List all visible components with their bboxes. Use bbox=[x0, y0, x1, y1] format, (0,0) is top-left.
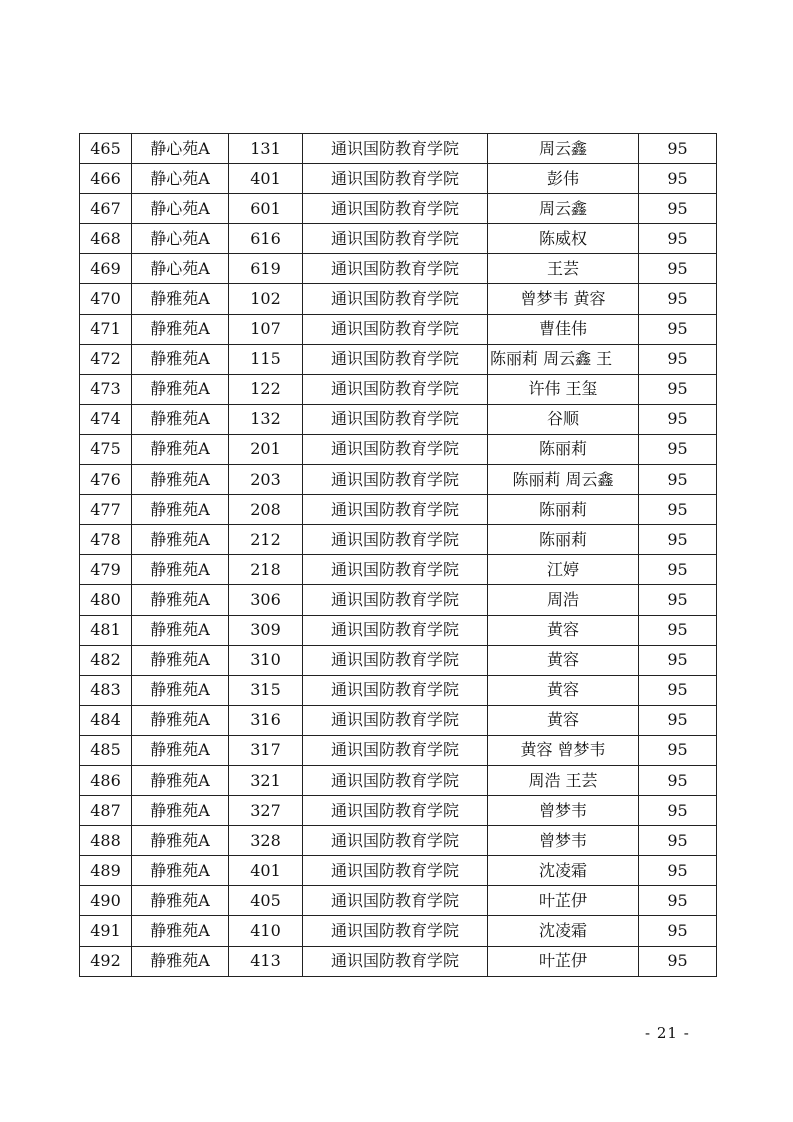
table-row bbox=[80, 434, 717, 464]
cell-building: 静雅苑A bbox=[132, 434, 229, 464]
cell-inspector: 周浩 王芸 bbox=[488, 765, 639, 795]
cell-building: 静雅苑A bbox=[132, 284, 229, 314]
cell-room: 115 bbox=[229, 344, 303, 374]
cell-row-number: 483 bbox=[80, 675, 132, 705]
cell-inspector: 黄容 曾梦韦 bbox=[488, 735, 639, 765]
cell-inspector: 黄容 bbox=[488, 645, 639, 675]
table-row bbox=[80, 314, 717, 344]
cell-room: 208 bbox=[229, 495, 303, 525]
cell-college: 通识国防教育学院 bbox=[303, 194, 488, 224]
cell-row-number: 491 bbox=[80, 916, 132, 946]
cell-score: 95 bbox=[639, 495, 717, 525]
cell-college: 通识国防教育学院 bbox=[303, 224, 488, 254]
cell-room: 413 bbox=[229, 946, 303, 976]
cell-building: 静雅苑A bbox=[132, 344, 229, 374]
cell-row-number: 476 bbox=[80, 465, 132, 495]
cell-row-number: 478 bbox=[80, 525, 132, 555]
table-row bbox=[80, 404, 717, 434]
cell-building: 静雅苑A bbox=[132, 314, 229, 344]
cell-building: 静雅苑A bbox=[132, 946, 229, 976]
cell-college: 通识国防教育学院 bbox=[303, 254, 488, 284]
cell-score: 95 bbox=[639, 344, 717, 374]
cell-score: 95 bbox=[639, 314, 717, 344]
table-row bbox=[80, 525, 717, 555]
cell-score: 95 bbox=[639, 434, 717, 464]
cell-row-number: 472 bbox=[80, 344, 132, 374]
cell-score: 95 bbox=[639, 164, 717, 194]
cell-row-number: 467 bbox=[80, 194, 132, 224]
cell-inspector: 谷顺 bbox=[488, 404, 639, 434]
cell-room: 315 bbox=[229, 675, 303, 705]
cell-room: 405 bbox=[229, 886, 303, 916]
cell-row-number: 489 bbox=[80, 856, 132, 886]
cell-college: 通识国防教育学院 bbox=[303, 284, 488, 314]
cell-room: 321 bbox=[229, 765, 303, 795]
table-row bbox=[80, 374, 717, 404]
cell-row-number: 465 bbox=[80, 134, 132, 164]
cell-row-number: 468 bbox=[80, 224, 132, 254]
table-row bbox=[80, 284, 717, 314]
cell-row-number: 488 bbox=[80, 826, 132, 856]
table-row bbox=[80, 645, 717, 675]
cell-room: 401 bbox=[229, 164, 303, 194]
cell-inspector: 沈凌霜 bbox=[488, 916, 639, 946]
cell-room: 316 bbox=[229, 705, 303, 735]
table-row bbox=[80, 344, 717, 374]
table-row bbox=[80, 856, 717, 886]
table-row bbox=[80, 796, 717, 826]
cell-room: 601 bbox=[229, 194, 303, 224]
cell-building: 静雅苑A bbox=[132, 525, 229, 555]
cell-inspector: 沈凌霜 bbox=[488, 856, 639, 886]
cell-inspector: 许伟 王玺 bbox=[488, 374, 639, 404]
cell-inspector: 叶芷伊 bbox=[488, 946, 639, 976]
table-row bbox=[80, 946, 717, 976]
cell-building: 静雅苑A bbox=[132, 796, 229, 826]
cell-room: 309 bbox=[229, 615, 303, 645]
cell-room: 201 bbox=[229, 434, 303, 464]
table-body bbox=[80, 134, 717, 977]
cell-row-number: 469 bbox=[80, 254, 132, 284]
cell-score: 95 bbox=[639, 224, 717, 254]
cell-college: 通识国防教育学院 bbox=[303, 916, 488, 946]
cell-inspector: 曾梦韦 bbox=[488, 796, 639, 826]
cell-score: 95 bbox=[639, 194, 717, 224]
cell-building: 静雅苑A bbox=[132, 675, 229, 705]
cell-college: 通识国防教育学院 bbox=[303, 705, 488, 735]
cell-score: 95 bbox=[639, 555, 717, 585]
cell-building: 静雅苑A bbox=[132, 645, 229, 675]
cell-room: 310 bbox=[229, 645, 303, 675]
cell-room: 132 bbox=[229, 404, 303, 434]
cell-room: 131 bbox=[229, 134, 303, 164]
cell-score: 95 bbox=[639, 705, 717, 735]
cell-inspector: 江婷 bbox=[488, 555, 639, 585]
cell-college: 通识国防教育学院 bbox=[303, 314, 488, 344]
cell-row-number: 482 bbox=[80, 645, 132, 675]
table-row bbox=[80, 495, 717, 525]
cell-row-number: 477 bbox=[80, 495, 132, 525]
cell-inspector: 陈丽莉 bbox=[488, 525, 639, 555]
cell-room: 328 bbox=[229, 826, 303, 856]
cell-inspector: 陈丽莉 周云鑫 bbox=[488, 465, 639, 495]
cell-building: 静心苑A bbox=[132, 224, 229, 254]
cell-score: 95 bbox=[639, 675, 717, 705]
cell-college: 通识国防教育学院 bbox=[303, 374, 488, 404]
cell-row-number: 485 bbox=[80, 735, 132, 765]
cell-inspector: 陈丽莉 周云鑫 王 bbox=[488, 344, 639, 374]
cell-row-number: 490 bbox=[80, 886, 132, 916]
cell-score: 95 bbox=[639, 645, 717, 675]
cell-score: 95 bbox=[639, 856, 717, 886]
cell-building: 静心苑A bbox=[132, 164, 229, 194]
cell-score: 95 bbox=[639, 525, 717, 555]
cell-score: 95 bbox=[639, 946, 717, 976]
cell-inspector: 曾梦韦 bbox=[488, 826, 639, 856]
table-row bbox=[80, 164, 717, 194]
cell-score: 95 bbox=[639, 916, 717, 946]
table-row bbox=[80, 705, 717, 735]
cell-building: 静雅苑A bbox=[132, 555, 229, 585]
page-number: - 21 - bbox=[645, 1024, 690, 1042]
cell-building: 静心苑A bbox=[132, 134, 229, 164]
cell-building: 静雅苑A bbox=[132, 886, 229, 916]
cell-building: 静雅苑A bbox=[132, 495, 229, 525]
cell-row-number: 487 bbox=[80, 796, 132, 826]
cell-row-number: 466 bbox=[80, 164, 132, 194]
cell-score: 95 bbox=[639, 374, 717, 404]
cell-inspector: 彭伟 bbox=[488, 164, 639, 194]
cell-inspector: 黄容 bbox=[488, 705, 639, 735]
cell-score: 95 bbox=[639, 585, 717, 615]
cell-college: 通识国防教育学院 bbox=[303, 886, 488, 916]
cell-room: 122 bbox=[229, 374, 303, 404]
cell-building: 静雅苑A bbox=[132, 765, 229, 795]
cell-building: 静心苑A bbox=[132, 254, 229, 284]
cell-inspector: 黄容 bbox=[488, 675, 639, 705]
cell-score: 95 bbox=[639, 886, 717, 916]
cell-building: 静雅苑A bbox=[132, 735, 229, 765]
cell-college: 通识国防教育学院 bbox=[303, 946, 488, 976]
table-row bbox=[80, 465, 717, 495]
cell-score: 95 bbox=[639, 615, 717, 645]
cell-building: 静雅苑A bbox=[132, 374, 229, 404]
cell-room: 203 bbox=[229, 465, 303, 495]
cell-room: 317 bbox=[229, 735, 303, 765]
cell-row-number: 474 bbox=[80, 404, 132, 434]
cell-room: 306 bbox=[229, 585, 303, 615]
table-row bbox=[80, 765, 717, 795]
cell-college: 通识国防教育学院 bbox=[303, 134, 488, 164]
cell-inspector: 陈威权 bbox=[488, 224, 639, 254]
cell-row-number: 475 bbox=[80, 434, 132, 464]
cell-college: 通识国防教育学院 bbox=[303, 675, 488, 705]
cell-score: 95 bbox=[639, 134, 717, 164]
cell-room: 619 bbox=[229, 254, 303, 284]
cell-row-number: 484 bbox=[80, 705, 132, 735]
cell-building: 静雅苑A bbox=[132, 826, 229, 856]
cell-inspector: 周云鑫 bbox=[488, 194, 639, 224]
cell-score: 95 bbox=[639, 465, 717, 495]
cell-score: 95 bbox=[639, 796, 717, 826]
cell-score: 95 bbox=[639, 765, 717, 795]
cell-college: 通识国防教育学院 bbox=[303, 344, 488, 374]
cell-college: 通识国防教育学院 bbox=[303, 555, 488, 585]
table-row bbox=[80, 826, 717, 856]
cell-inspector: 曹佳伟 bbox=[488, 314, 639, 344]
cell-room: 401 bbox=[229, 856, 303, 886]
cell-room: 327 bbox=[229, 796, 303, 826]
cell-college: 通识国防教育学院 bbox=[303, 495, 488, 525]
cell-room: 218 bbox=[229, 555, 303, 585]
cell-college: 通识国防教育学院 bbox=[303, 404, 488, 434]
cell-college: 通识国防教育学院 bbox=[303, 615, 488, 645]
cell-college: 通识国防教育学院 bbox=[303, 525, 488, 555]
table-row bbox=[80, 916, 717, 946]
cell-inspector: 陈丽莉 bbox=[488, 434, 639, 464]
cell-room: 212 bbox=[229, 525, 303, 555]
dormitory-score-table bbox=[79, 133, 717, 977]
cell-score: 95 bbox=[639, 826, 717, 856]
cell-college: 通识国防教育学院 bbox=[303, 465, 488, 495]
cell-building: 静雅苑A bbox=[132, 465, 229, 495]
cell-score: 95 bbox=[639, 735, 717, 765]
cell-row-number: 481 bbox=[80, 615, 132, 645]
cell-row-number: 492 bbox=[80, 946, 132, 976]
table-row bbox=[80, 194, 717, 224]
cell-college: 通识国防教育学院 bbox=[303, 645, 488, 675]
cell-college: 通识国防教育学院 bbox=[303, 826, 488, 856]
cell-building: 静雅苑A bbox=[132, 916, 229, 946]
cell-college: 通识国防教育学院 bbox=[303, 164, 488, 194]
cell-score: 95 bbox=[639, 254, 717, 284]
table-row bbox=[80, 675, 717, 705]
cell-inspector: 黄容 bbox=[488, 615, 639, 645]
cell-room: 616 bbox=[229, 224, 303, 254]
table-row bbox=[80, 615, 717, 645]
cell-score: 95 bbox=[639, 404, 717, 434]
cell-score: 95 bbox=[639, 284, 717, 314]
cell-room: 107 bbox=[229, 314, 303, 344]
cell-building: 静雅苑A bbox=[132, 705, 229, 735]
cell-college: 通识国防教育学院 bbox=[303, 856, 488, 886]
cell-building: 静雅苑A bbox=[132, 856, 229, 886]
cell-room: 102 bbox=[229, 284, 303, 314]
cell-row-number: 479 bbox=[80, 555, 132, 585]
table-row bbox=[80, 134, 717, 164]
cell-row-number: 486 bbox=[80, 765, 132, 795]
cell-building: 静雅苑A bbox=[132, 615, 229, 645]
table-row bbox=[80, 886, 717, 916]
cell-inspector: 王芸 bbox=[488, 254, 639, 284]
cell-building: 静雅苑A bbox=[132, 404, 229, 434]
cell-college: 通识国防教育学院 bbox=[303, 434, 488, 464]
cell-row-number: 471 bbox=[80, 314, 132, 344]
table-row bbox=[80, 585, 717, 615]
cell-building: 静心苑A bbox=[132, 194, 229, 224]
cell-room: 410 bbox=[229, 916, 303, 946]
cell-row-number: 473 bbox=[80, 374, 132, 404]
table-row bbox=[80, 224, 717, 254]
cell-college: 通识国防教育学院 bbox=[303, 765, 488, 795]
cell-row-number: 480 bbox=[80, 585, 132, 615]
cell-inspector: 周浩 bbox=[488, 585, 639, 615]
cell-building: 静雅苑A bbox=[132, 585, 229, 615]
cell-college: 通识国防教育学院 bbox=[303, 735, 488, 765]
table-row bbox=[80, 735, 717, 765]
cell-college: 通识国防教育学院 bbox=[303, 796, 488, 826]
table-row bbox=[80, 555, 717, 585]
cell-inspector: 周云鑫 bbox=[488, 134, 639, 164]
cell-row-number: 470 bbox=[80, 284, 132, 314]
cell-inspector: 陈丽莉 bbox=[488, 495, 639, 525]
cell-inspector: 叶芷伊 bbox=[488, 886, 639, 916]
cell-college: 通识国防教育学院 bbox=[303, 585, 488, 615]
cell-inspector: 曾梦韦 黄容 bbox=[488, 284, 639, 314]
table-row bbox=[80, 254, 717, 284]
